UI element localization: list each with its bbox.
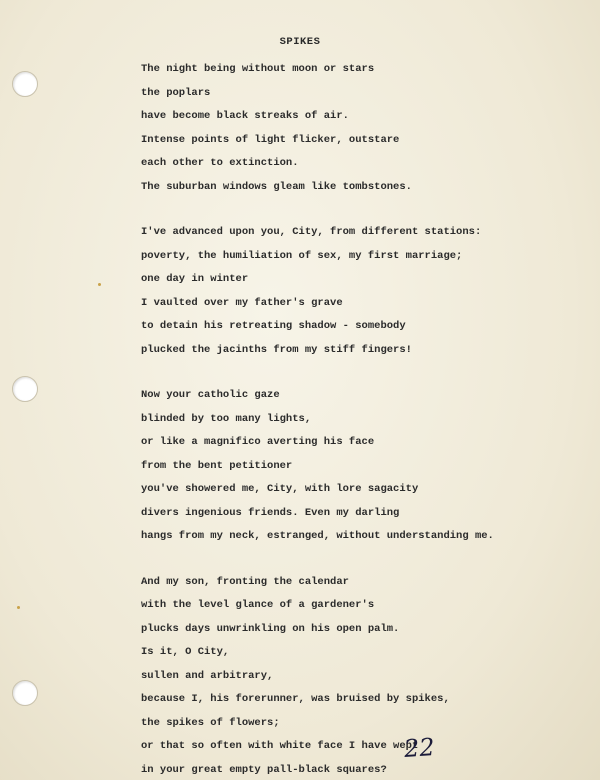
punch-hole xyxy=(12,71,38,97)
poem-line: The suburban windows gleam like tombstones. xyxy=(141,180,412,193)
poem-line: And my son, fronting the calendar xyxy=(141,575,349,588)
poem-line: I've advanced upon you, City, from different stations: xyxy=(141,226,482,238)
stanza-1 xyxy=(141,58,581,199)
poem-line: sullen and arbitrary, xyxy=(141,669,274,682)
poem-line: the spikes of flowers; xyxy=(141,716,280,729)
poem-line: Intense points of light flicker, outstare xyxy=(141,133,400,146)
handwritten-page-number: 22 xyxy=(403,732,436,764)
poem-line: poverty, the humiliation of sex, my first marriage; xyxy=(141,249,463,262)
poem-line: blinded by too many lights, xyxy=(141,412,312,425)
stanza-gap xyxy=(141,362,581,384)
poem-line: or like a magnifico averting his face xyxy=(141,436,375,448)
stanza-gap xyxy=(141,199,581,221)
poem-line: Now your catholic gaze xyxy=(141,389,280,401)
poem-line: one day in winter xyxy=(141,273,249,285)
punch-hole xyxy=(12,376,38,402)
poem-line: plucked the jacinths from my stiff fingers! xyxy=(141,343,412,356)
poem-body xyxy=(141,58,581,780)
paper-speck xyxy=(98,283,101,286)
punch-hole xyxy=(12,680,38,706)
poem-line: because I, his forerunner, was bruised by spikes, xyxy=(141,693,450,705)
poem-line: with the level glance of a gardener's xyxy=(141,599,375,611)
stanza-2 xyxy=(141,221,581,362)
poem-line: you've showered me, City, with lore sagacity xyxy=(141,483,419,495)
poem-line: Is it, O City, xyxy=(141,646,230,658)
poem-line: The night being without moon or stars xyxy=(141,63,375,75)
stanza-gap xyxy=(141,549,581,571)
poem-line: I vaulted over my father's grave xyxy=(141,296,343,309)
poem-line: hangs from my neck, estranged, without understanding me. xyxy=(141,530,494,542)
poem-line: to detain his retreating shadow - somebody xyxy=(141,320,406,332)
poem-line: divers ingenious friends. Even my darling xyxy=(141,506,400,519)
poem-title: SPIKES xyxy=(279,36,321,48)
paper-speck xyxy=(17,606,20,609)
poem-line: the poplars xyxy=(141,86,211,99)
stanza-4 xyxy=(141,571,581,780)
poem-line: each other to extinction. xyxy=(141,157,299,169)
poem-line: in your great empty pall-black squares? xyxy=(141,763,387,776)
poem-line: from the bent petitioner xyxy=(141,459,293,472)
poem-line: or that so often with white face I have wept xyxy=(141,740,419,752)
poem-line: plucks days unwrinkling on his open palm. xyxy=(141,622,400,635)
stanza-3 xyxy=(141,384,581,549)
poem-line: have become black streaks of air. xyxy=(141,110,349,122)
